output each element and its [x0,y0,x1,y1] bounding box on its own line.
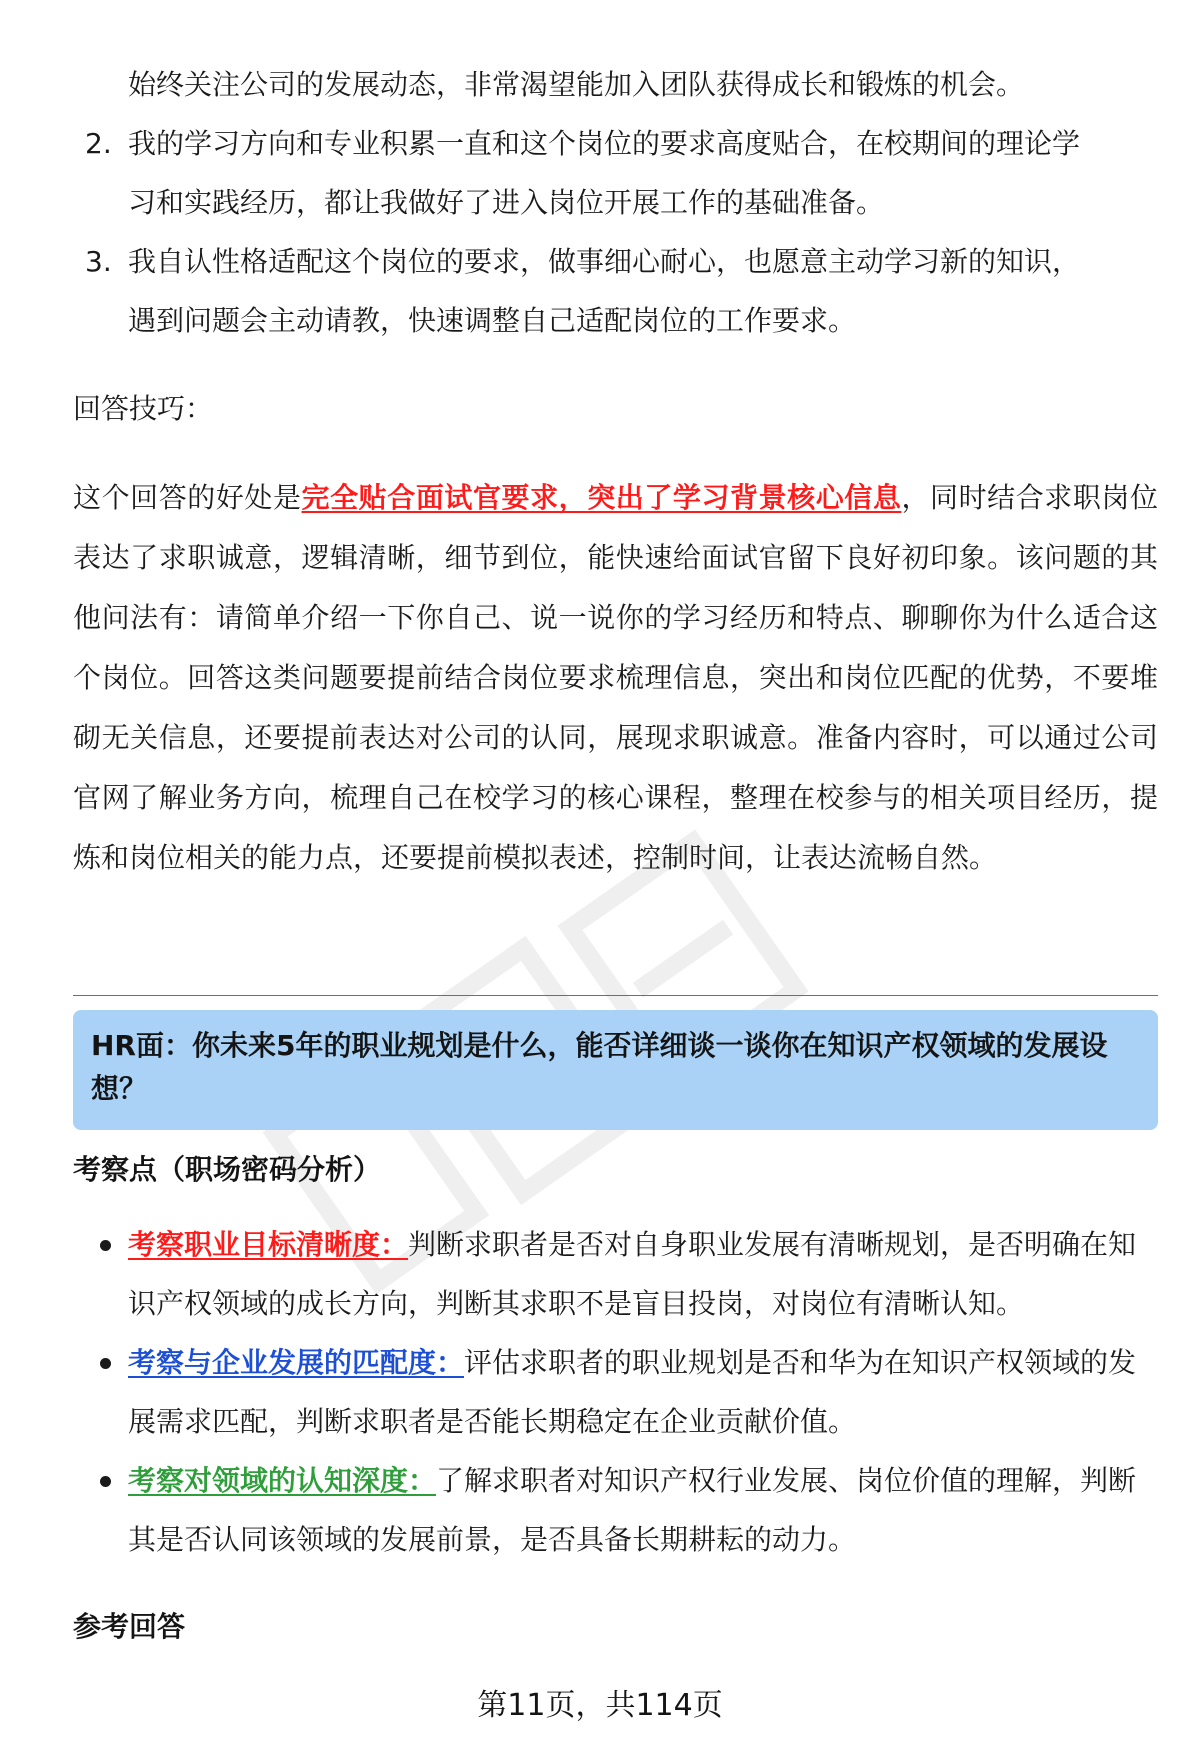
bullet-icon [100,1358,111,1369]
analysis-list [73,1215,1158,1569]
analysis-heading: 考察点（职场密码分析） [73,1153,382,1186]
tips-paragraph [73,468,1158,888]
analysis-item [73,1333,1158,1451]
upper-content [73,55,1158,888]
bullet-icon [100,1476,111,1487]
tips-highlight: 完全贴合面试官要求，突出了学习背景核心信息 [301,481,902,514]
tips-rest: ，同时结合求职岗位表达了求职诚意，逻辑清晰，细节到位，能快速给面试官留下良好初印象。该问题的其他问法有：请简单介绍一下你自己、说一说你的学习经历和特点、聊聊你为什么适合这个岗位。回答这类问题要提前结合岗位要求梳理信息，突出和岗位匹配的优势，不要堆砌无关信息，还要提前表达对公司的认同，展现求职诚意。准备内容时，可以通过公司官网了解业务方向，梳理自己在校学习的核心课程，整理在校参与的相关项目经历，提炼和岗位相关的能力点，还要提前模拟表述，控制时间，让表达流畅自然。 [73,481,1158,874]
analysis-item-body: 判断求职者是否对自身职业发展有清晰规划，是否明确在知识产权领域的成长方向，判断其求职不是盲目投岗，对岗位有清晰认知。 [128,1228,1137,1320]
numbered-list [73,114,1158,350]
tips-prefix: 这个回答的好处是 [73,481,302,514]
bullet-icon [100,1240,111,1251]
list-item [73,232,1158,350]
section-divider [73,995,1158,996]
analysis-item [73,1451,1158,1569]
question-text: HR面：你未来5年的职业规划是什么，能否详细谈一谈你在知识产权领域的发展设想？ [91,1029,1108,1105]
tips-label: 回答技巧： [73,392,214,425]
list-number: 2. [85,127,112,160]
list-item-line: 遇到问题会主动请教，快速调整自己适配岗位的工作要求。 [128,304,857,337]
analysis-item [73,1215,1158,1333]
list-number: 3. [85,245,112,278]
analysis-item-title: 考察职业目标清晰度： [128,1228,409,1261]
analysis-item-body: 评估求职者的职业规划是否和华为在知识产权领域的发展需求匹配，判断求职者是否能长期稳定在企业贡献价值。 [128,1346,1137,1438]
analysis-item-title: 考察与企业发展的匹配度： [128,1346,465,1379]
analysis-item-title: 考察对领域的认知深度： [128,1464,437,1497]
list-item-line: 我自认性格适配这个岗位的要求，做事细心耐心，也愿意主动学习新的知识， [128,245,1081,278]
list-item-line: 我的学习方向和专业积累一直和这个岗位的要求高度贴合，在校期间的理论学 [128,127,1081,160]
question-callout [73,1010,1158,1130]
reference-heading: 参考回答 [73,1610,186,1643]
continued-line: 始终关注公司的发展动态，非常渴望能加入团队获得成长和锻炼的机会。 [128,68,1025,101]
page-number: 第11页，共114页 [477,1688,723,1723]
list-item-line: 习和实践经历，都让我做好了进入岗位开展工作的基础准备。 [128,186,885,219]
list-item [73,114,1158,232]
analysis-item-body: 了解求职者对知识产权行业发展、岗位价值的理解，判断其是否认同该领域的发展前景，是否具备长期耕耘的动力。 [128,1464,1137,1556]
